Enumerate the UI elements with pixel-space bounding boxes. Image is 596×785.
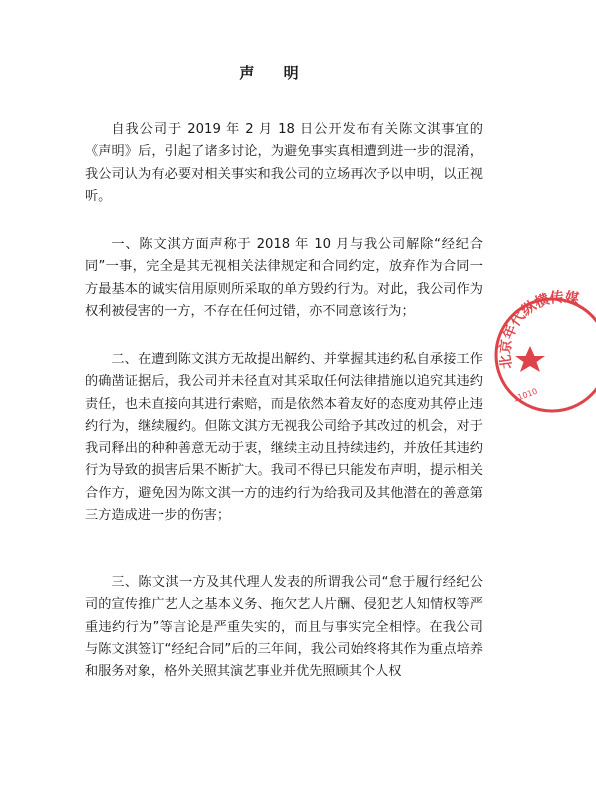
seal-number: 11010 [511,386,539,404]
paragraph-point-1: 一、陈文淇方面声称于 2018 年 10 月与我公司解除“经纪合同”一事，完全是其无视相关法律规定和合同约定，放弃作为合同一方最基本的诚实信用原则所采取的单方毁约行为。对此，我公司作为权利被侵害的一方，不存在任何过错，亦不同意该行为； [85,237,483,319]
paragraph-intro: 自我公司于 2019 年 2 月 18 日公开发布有关陈文淇事宜的《声明》后，引起了诸多讨论，为避免事实真相遭到进一步的混淆，我公司认为有必要对相关事实和我公司的立场再次予以申明，以正视听。 [85,122,483,204]
seal-arc-textpath: 北京年代纵横传媒 [497,290,581,370]
paragraph-point-2: 二、在遭到陈文淇方无故提出解约、并掌握其违约私自承接工作的确凿证据后，我公司并未径直对其采取任何法律措施以追究其违约责任，也未直接向其进行索赔，而是依然本着友好的态度劝其停止违约行为，继续履约。但陈文淇方无视我公司给予其改过的机会，对于我司释出的种种善意无动于衷，继续主动且持续违约，并放任其违约行为导致的损害后果不断扩大。我司不得已只能发布声明，提示相关合作方，避免因为陈文淇一方的违约行为给我司及其他潜在的善意第三方造成进一步的伤害； [85,352,483,524]
document-title: 声 明 [239,64,311,82]
seal-star-icon [515,346,545,372]
company-seal [492,290,596,420]
paragraph-point-3: 三、陈文淇一方及其代理人发表的所谓我公司“怠于履行经纪公司的宣传推广艺人之基本义务、拖欠艺人片酬、侵犯艺人知情权等严重违约行为”等言论是严重失实的，而且与事实完全相悖。在我公司与陈文淇签订“经纪合同”后的三年间，我公司始终将其作为重点培养和服务对象，格外关照其演艺事业并优先照顾其个人权 [85,575,483,680]
